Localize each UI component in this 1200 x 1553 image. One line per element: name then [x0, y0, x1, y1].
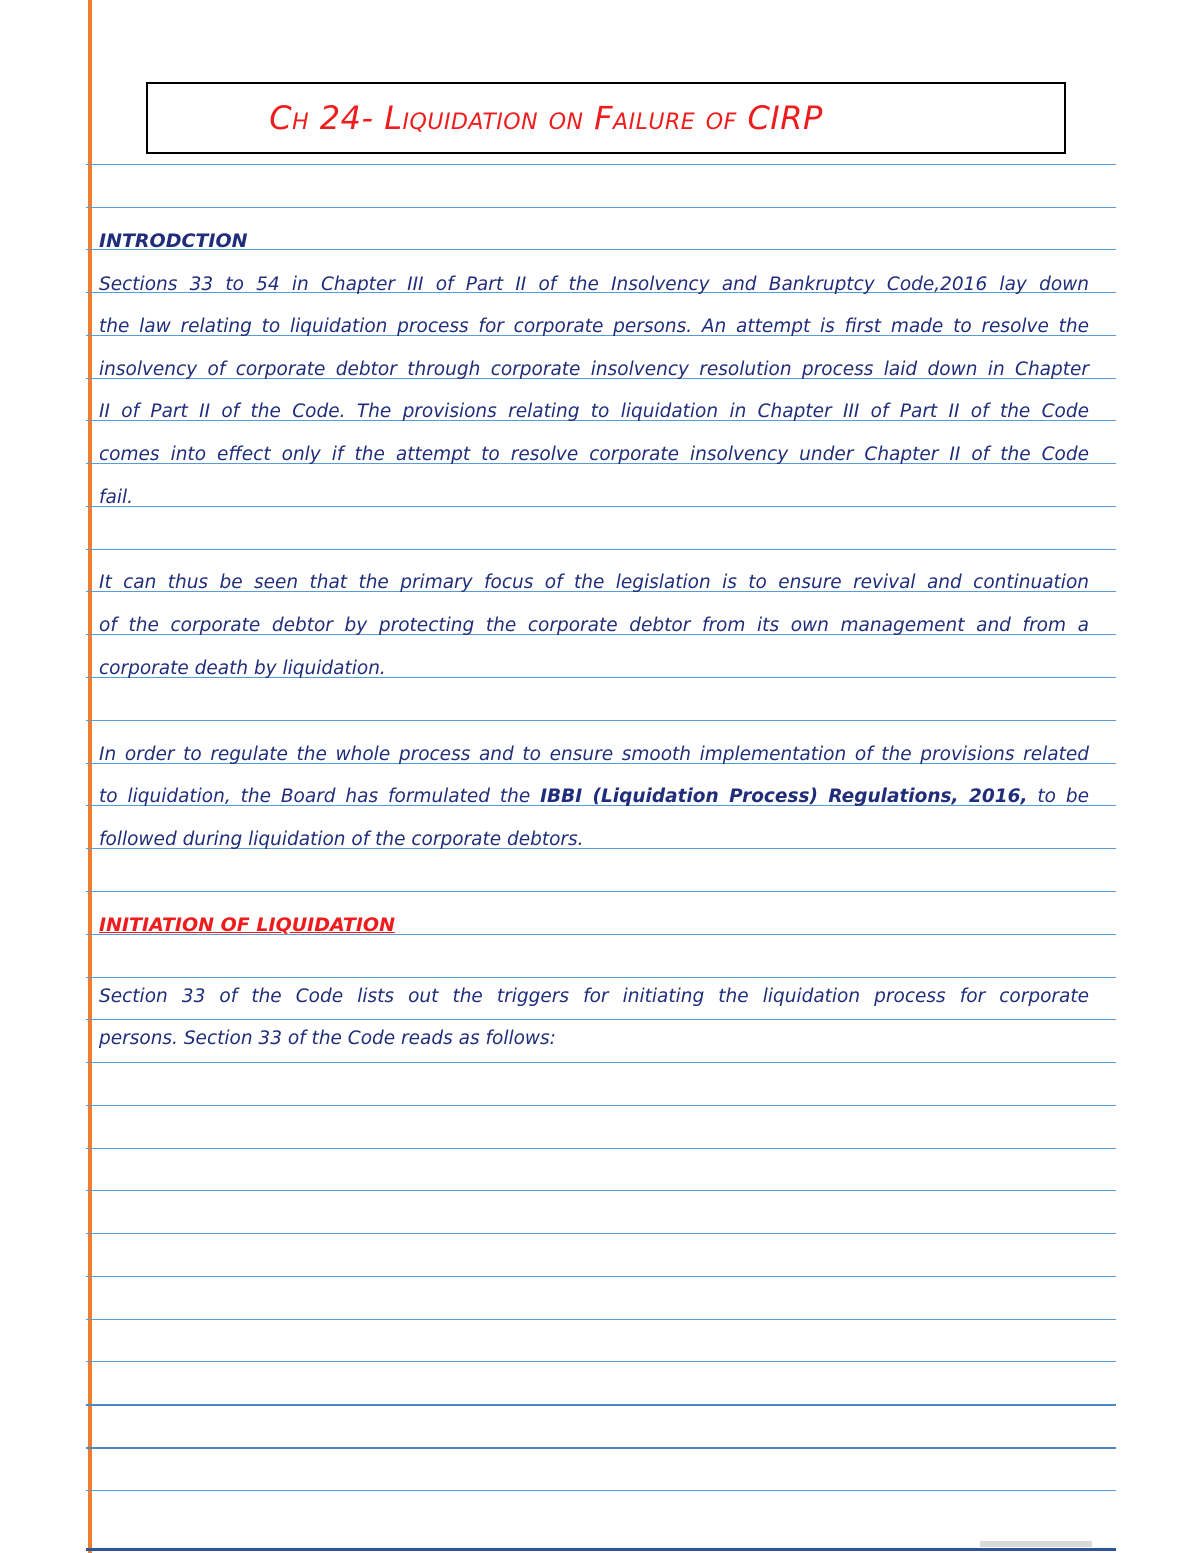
- text-line: of the corporate debtor by protecting the corporate debtor from its own management and from a: [99, 615, 1089, 636]
- initiation-heading: INITIATION OF LIQUIDATION: [99, 914, 395, 936]
- text-line: Sections 33 to 54 in Chapter III of Part II of the Insolvency and Bankruptcy Code,2016 lay down: [99, 274, 1089, 295]
- ruled-line: [86, 1233, 1116, 1234]
- ruled-line: [86, 164, 1116, 165]
- ruled-line: [86, 891, 1116, 892]
- ruled-line: [86, 720, 1116, 721]
- text-line: insolvency of corporate debtor through corporate insolvency resolution process laid down in Chapter: [99, 359, 1089, 380]
- page-title: Ch 24- Liquidation on Failure of CIRP: [269, 99, 823, 137]
- ruled-line: [86, 1148, 1116, 1149]
- ruled-line: [86, 207, 1116, 208]
- text-line: followed during liquidation of the corporate debtors.: [99, 829, 584, 850]
- text-line: fail.: [99, 487, 134, 508]
- ruled-line: [86, 1447, 1116, 1449]
- text-line: Section 33 of the Code lists out the triggers for initiating the liquidation process for corporate: [99, 986, 1089, 1007]
- text-run: to liquidation, the Board has formulated the: [99, 786, 541, 807]
- title-box: [146, 82, 1066, 154]
- ruled-line: [86, 1105, 1116, 1106]
- ruled-line: [86, 1019, 1116, 1020]
- regulation-name: IBBI (Liquidation Process) Regulations, 2016,: [540, 786, 1028, 807]
- ruled-line: [86, 1319, 1116, 1320]
- text-run: to be: [1027, 786, 1089, 807]
- ruled-line: [86, 1062, 1116, 1063]
- intro-heading: INTRODCTION: [99, 230, 248, 252]
- ruled-line: [86, 1490, 1116, 1491]
- ruled-line: [86, 977, 1116, 978]
- page-corner-mark: [980, 1541, 1092, 1547]
- notebook-margin-line: [88, 0, 92, 1553]
- text-line: [99, 784, 1089, 810]
- bottom-rule: [86, 1548, 1116, 1551]
- text-line: corporate death by liquidation.: [99, 658, 386, 679]
- ruled-line: [86, 1276, 1116, 1277]
- ruled-line: [86, 1190, 1116, 1191]
- text-line: In order to regulate the whole process and to ensure smooth implementation of the provisions related: [99, 744, 1089, 765]
- ruled-line: [86, 1361, 1116, 1362]
- text-line: It can thus be seen that the primary focus of the legislation is to ensure revival and continuation: [99, 572, 1089, 593]
- text-line: comes into effect only if the attempt to resolve corporate insolvency under Chapter II of the Code: [99, 444, 1089, 465]
- text-line: the law relating to liquidation process for corporate persons. An attempt is first made to resolve the: [99, 316, 1089, 337]
- ruled-line: [86, 549, 1116, 550]
- text-line: persons. Section 33 of the Code reads as follows:: [99, 1028, 556, 1049]
- ruled-line: [86, 1404, 1116, 1406]
- text-line: II of Part II of the Code. The provisions relating to liquidation in Chapter III of Part II of the Code: [99, 401, 1089, 422]
